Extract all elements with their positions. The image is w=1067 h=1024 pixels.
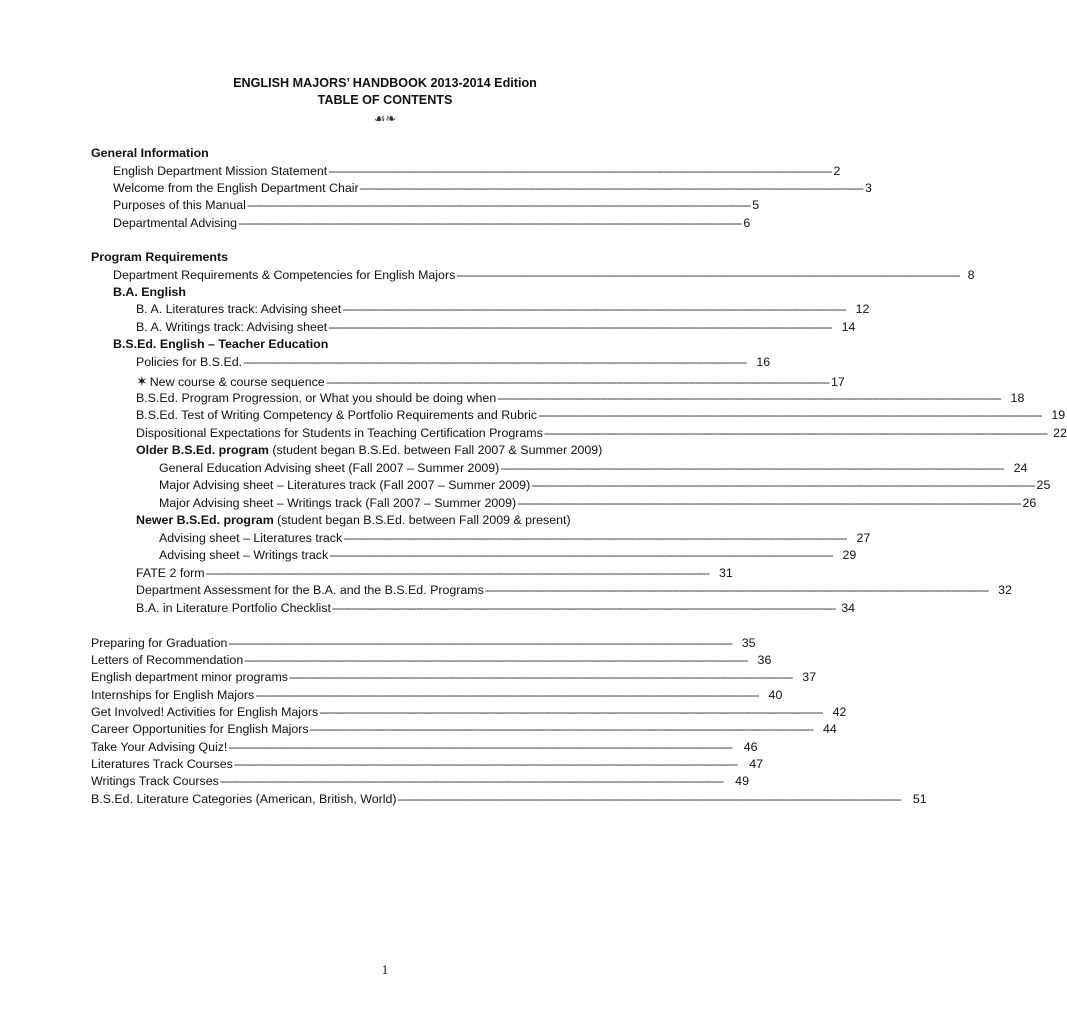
- toc-entry-literature-categories[interactable]: B.S.Ed. Literature Categories (American, British, World) ----------------------------------------------------------------------------------------------------------------------------------------------------------------- 51: [91, 792, 927, 806]
- toc-entry-new-course[interactable]: ✶ New course & course sequence ----------------------------------------------------------------------------------------------------------------------------------------------------------------- 17: [136, 373, 845, 389]
- toc-entry-writings-courses[interactable]: Writings Track Courses ----------------------------------------------------------------------------------------------------------------------------------------------------------------- 49: [91, 774, 749, 788]
- star-icon: ✶: [136, 373, 148, 389]
- subsection-newer-bsed: Newer B.S.Ed. program (student began B.S.Ed. between Fall 2009 & present): [136, 513, 571, 527]
- toc-entry-mission[interactable]: English Department Mission Statement ----------------------------------------------------------------------------------------------------------------------------------------------------------------- 2: [113, 164, 841, 178]
- page-number: 1: [381, 962, 389, 977]
- handbook-title: ENGLISH MAJORS’ HANDBOOK 2013-2014 Edition: [233, 76, 537, 90]
- toc-entry-progression[interactable]: B.S.Ed. Program Progression, or What you should be doing when ----------------------------------------------------------------------------------------------------------------------------------------------------------------- 18: [136, 391, 1025, 405]
- toc-entry-graduation[interactable]: Preparing for Graduation ----------------------------------------------------------------------------------------------------------------------------------------------------------------- 35: [91, 636, 756, 650]
- toc-entry-policies[interactable]: Policies for B.S.Ed. ----------------------------------------------------------------------------------------------------------------------------------------------------------------- 16: [136, 355, 771, 369]
- toc-entry-fate[interactable]: FATE 2 form ----------------------------------------------------------------------------------------------------------------------------------------------------------------- 31: [136, 566, 733, 580]
- subsection-older-bsed: Older B.S.Ed. program (student began B.S.Ed. between Fall 2007 & Summer 2009): [136, 443, 603, 457]
- toc-heading: TABLE OF CONTENTS: [317, 93, 453, 107]
- toc-entry-internships[interactable]: Internships for English Majors ----------------------------------------------------------------------------------------------------------------------------------------------------------------- 40: [91, 688, 783, 702]
- toc-entry-advising[interactable]: Departmental Advising ----------------------------------------------------------------------------------------------------------------------------------------------------------------- 6: [113, 216, 751, 230]
- toc-entry-dept-requirements[interactable]: Department Requirements & Competencies for English Majors ----------------------------------------------------------------------------------------------------------------------------------------------------------------- 8: [113, 268, 975, 282]
- toc-entry-purposes[interactable]: Purposes of this Manual ----------------------------------------------------------------------------------------------------------------------------------------------------------------- 5: [113, 198, 760, 212]
- toc-entry-welcome[interactable]: Welcome from the English Department Chair ----------------------------------------------------------------------------------------------------------------------------------------------------------------- 3: [113, 181, 872, 195]
- ornament-icon: ☙❧: [373, 112, 397, 127]
- section-program-requirements: Program Requirements: [91, 250, 229, 264]
- toc-entry-test-writing[interactable]: B.S.Ed. Test of Writing Competency & Portfolio Requirements and Rubric ----------------------------------------------------------------------------------------------------------------------------------------------------------------- 19: [136, 408, 1066, 422]
- section-general-information: General Information: [91, 146, 209, 160]
- toc-entry-minor[interactable]: English department minor programs ----------------------------------------------------------------------------------------------------------------------------------------------------------------- 37: [91, 670, 817, 684]
- subsection-bsed-english: B.S.Ed. English – Teacher Education: [113, 337, 329, 351]
- toc-entry-career[interactable]: Career Opportunities for English Majors ----------------------------------------------------------------------------------------------------------------------------------------------------------------- 44: [91, 722, 837, 736]
- toc-entry-major-literatures[interactable]: Major Advising sheet – Literatures track (Fall 2007 – Summer 2009) ----------------------------------------------------------------------------------------------------------------------------------------------------------------- 25: [159, 478, 1051, 492]
- toc-entry-get-involved[interactable]: Get Involved! Activities for English Majors ----------------------------------------------------------------------------------------------------------------------------------------------------------------- 42: [91, 705, 847, 719]
- toc-entry-assessment[interactable]: Department Assessment for the B.A. and the B.S.Ed. Programs ----------------------------------------------------------------------------------------------------------------------------------------------------------------- 32: [136, 583, 1012, 597]
- toc-entry-literatures-courses[interactable]: Literatures Track Courses ----------------------------------------------------------------------------------------------------------------------------------------------------------------- 47: [91, 757, 763, 771]
- toc-entry-advising-writings[interactable]: Advising sheet – Writings track ----------------------------------------------------------------------------------------------------------------------------------------------------------------- 29: [159, 548, 857, 562]
- toc-entry-dispositional[interactable]: Dispositional Expectations for Students in Teaching Certification Programs ----------------------------------------------------------------------------------------------------------------------------------------------------------------- 22: [136, 426, 1067, 440]
- toc-entry-major-writings[interactable]: Major Advising sheet – Writings track (Fall 2007 – Summer 2009) ----------------------------------------------------------------------------------------------------------------------------------------------------------------- 26: [159, 496, 1037, 510]
- toc-entry-portfolio[interactable]: B.A. in Literature Portfolio Checklist ----------------------------------------------------------------------------------------------------------------------------------------------------------------- 34: [136, 601, 856, 615]
- toc-entry-gen-ed[interactable]: General Education Advising sheet (Fall 2007 – Summer 2009) ----------------------------------------------------------------------------------------------------------------------------------------------------------------- 24: [159, 461, 1028, 475]
- toc-entry-ba-literatures[interactable]: B. A. Literatures track: Advising sheet ----------------------------------------------------------------------------------------------------------------------------------------------------------------- 12: [136, 302, 870, 316]
- toc-entry-advising-literatures[interactable]: Advising sheet – Literatures track ----------------------------------------------------------------------------------------------------------------------------------------------------------------- 27: [159, 531, 871, 545]
- toc-entry-ba-writings[interactable]: B. A. Writings track: Advising sheet ----------------------------------------------------------------------------------------------------------------------------------------------------------------- 14: [136, 320, 856, 334]
- toc-entry-quiz[interactable]: Take Your Advising Quiz! ----------------------------------------------------------------------------------------------------------------------------------------------------------------- 46: [91, 740, 758, 754]
- subsection-ba-english: B.A. English: [113, 285, 186, 299]
- toc-entry-letters[interactable]: Letters of Recommendation ----------------------------------------------------------------------------------------------------------------------------------------------------------------- 36: [91, 653, 772, 667]
